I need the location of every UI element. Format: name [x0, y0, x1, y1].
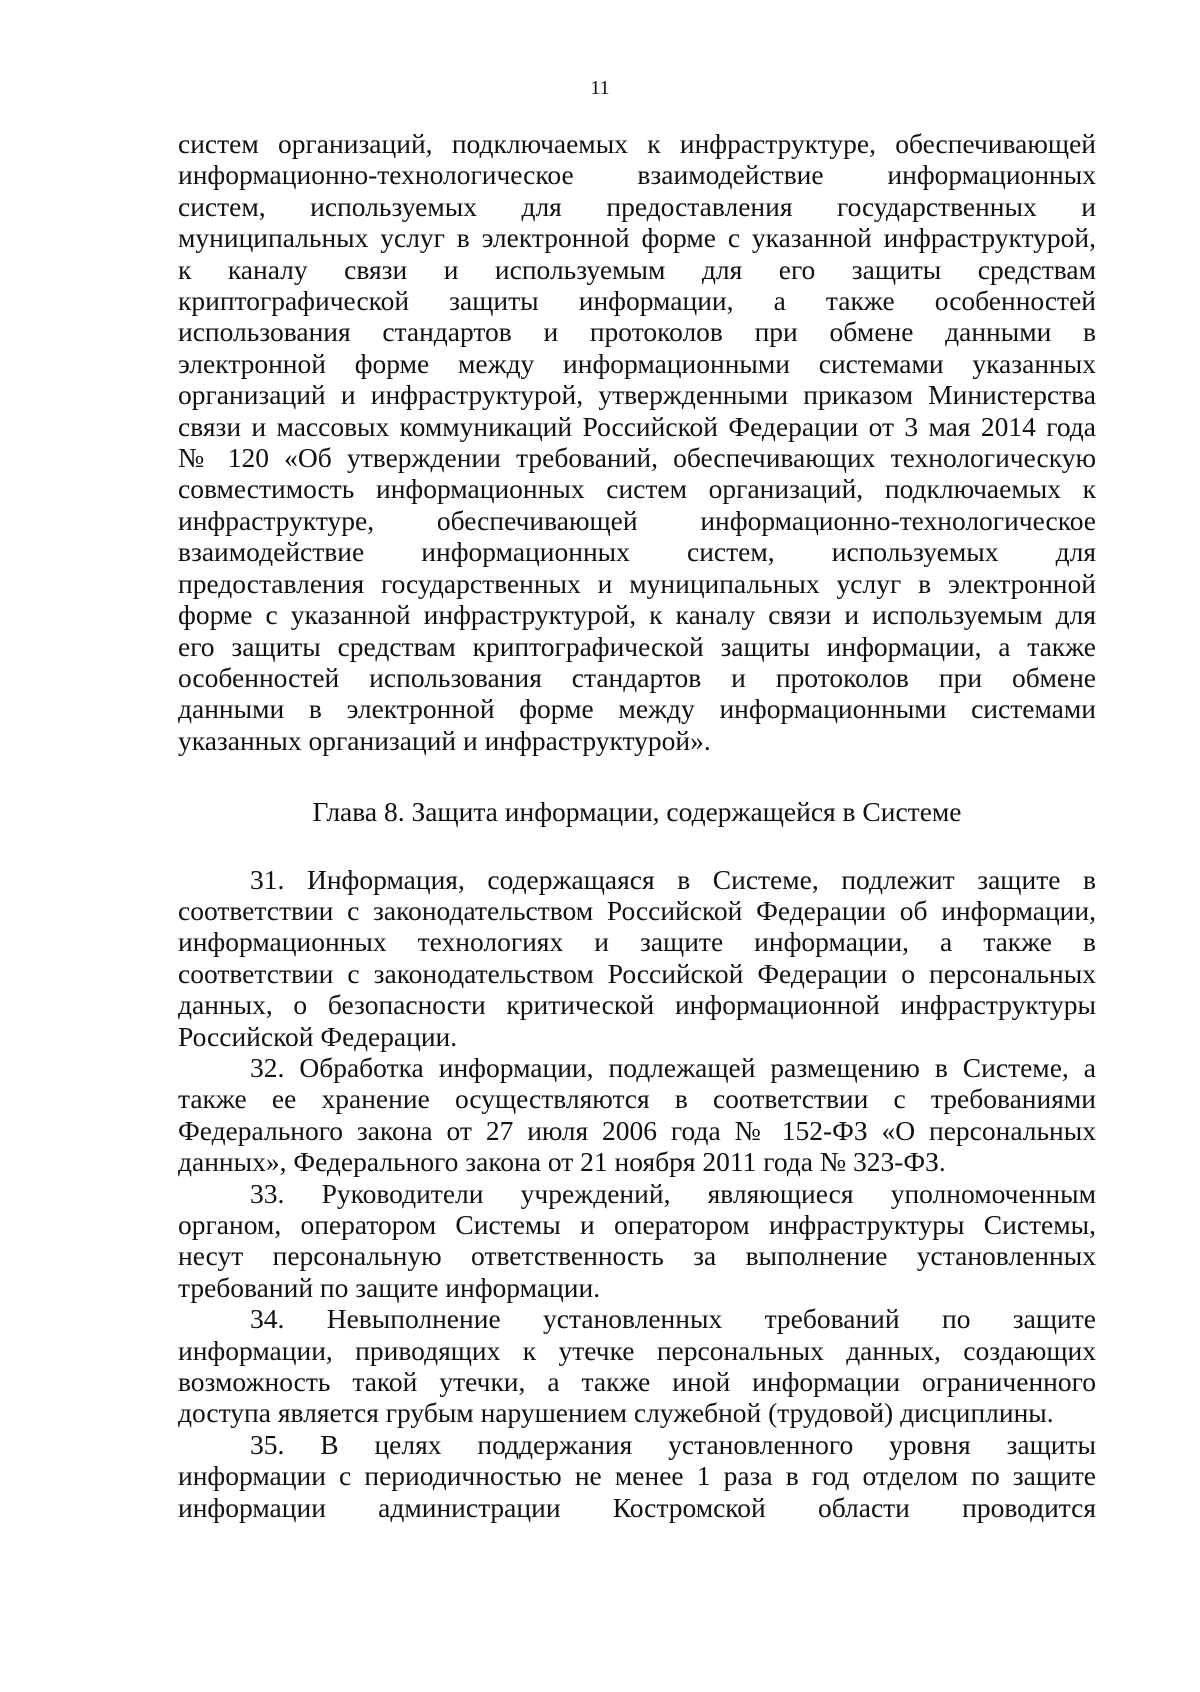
text-line: форме с указанной инфраструктурой, к каналу связи и используемым для — [178, 599, 1096, 631]
text-line: информации с периодичностью не менее 1 раза в год отделом по защите — [178, 1460, 1096, 1492]
text-line: данными в электронной форме между информационными системами — [178, 693, 1096, 725]
text-line: 35. В целях поддержания установленного уровня защиты — [250, 1428, 1096, 1460]
text-line: информационных технологиях и защите информации, а также в — [178, 926, 1096, 958]
text-line: использования стандартов и протоколов при обмене данными в — [178, 316, 1096, 348]
item-34 — [178, 1303, 1096, 1429]
text-line: инфраструктуре, обеспечивающей информационно-технологическое — [178, 504, 1096, 536]
text-line: информации администрации Костромской области проводится — [178, 1491, 1096, 1523]
paragraph-intro — [178, 128, 1096, 756]
text-line: к каналу связи и используемым для его защиты средствам — [178, 253, 1096, 285]
text-line: 32. Обработка информации, подлежащей размещению в Системе, а — [250, 1051, 1096, 1083]
text-line: органом, оператором Системы и оператором инфраструктуры Системы, — [178, 1209, 1096, 1240]
text-line: его защиты средствам криптографической защиты информации, а также — [178, 630, 1096, 662]
text-line: электронной форме между информационными системами указанных — [178, 347, 1096, 379]
text-line: систем организаций, подключаемых к инфраструктуре, обеспечивающей — [178, 128, 1096, 159]
text-line: совместимость информационных систем организаций, подключаемых к — [178, 473, 1096, 505]
text-line: несут персональную ответственность за выполнение установленных — [178, 1240, 1096, 1272]
text-line: также ее хранение осуществляются в соответствии с требованиями — [178, 1083, 1096, 1115]
item-31 — [178, 864, 1096, 1052]
page-number: 11 — [590, 77, 610, 99]
text-line: информационно-технологическое взаимодействие информационных — [178, 159, 1096, 191]
text-line: № 120 «Об утверждении требований, обеспечивающих технологическую — [178, 442, 1096, 474]
text-line: организаций и инфраструктурой, утвержденными приказом Министерства — [178, 379, 1096, 411]
text-line: соответствии с законодательством Российской Федерации об информации, — [178, 894, 1096, 926]
text-line: требований по защите информации. — [178, 1271, 601, 1303]
text-line: особенностей использования стандартов и протоколов при обмене — [178, 661, 1096, 693]
text-line: 34. Невыполнение установленных требований по защите — [250, 1303, 1096, 1335]
text-line: систем, используемых для предоставления государственных и — [178, 190, 1096, 222]
text-line: данных», Федерального закона от 21 ноября 2011 года № 323-ФЗ. — [178, 1146, 946, 1178]
text-line: указанных организаций и инфраструктурой». — [178, 724, 711, 756]
text-line: Федерального закона от 27 июля 2006 года № 152-ФЗ «О персональных — [178, 1114, 1096, 1146]
text-line: данных, о безопасности критической информационной инфраструктуры — [178, 989, 1096, 1021]
item-32 — [178, 1052, 1096, 1178]
text-line: доступа является грубым нарушением служебной (трудовой) дисциплины. — [178, 1397, 1054, 1429]
item-35 — [178, 1429, 1096, 1523]
text-line: информации, приводящих к утечке персональных данных, создающих — [178, 1334, 1096, 1366]
text-line: возможность такой утечки, а также иной информации ограниченного — [178, 1366, 1096, 1398]
text-line: взаимодействие информационных систем, используемых для — [178, 536, 1096, 568]
text-line: муниципальных услуг в электронной форме с указанной инфраструктурой, — [178, 222, 1096, 254]
item-33 — [178, 1178, 1096, 1304]
text-line: соответствии с законодательством Российской Федерации о персональных — [178, 957, 1096, 989]
text-line: предоставления государственных и муниципальных услуг в электронной — [178, 567, 1096, 599]
text-line: 31. Информация, содержащаяся в Системе, подлежит защите в — [250, 863, 1096, 895]
text-line: 33. Руководители учреждений, являющиеся уполномоченным — [250, 1177, 1096, 1209]
text-line: Российской Федерации. — [178, 1020, 458, 1052]
text-line: связи и массовых коммуникаций Российской Федерации от 3 мая 2014 года — [178, 410, 1096, 442]
chapter-heading: Глава 8. Защита информации, содержащейся в Системе — [312, 796, 962, 828]
document-body — [178, 128, 1096, 1523]
text-line: криптографической защиты информации, а также особенностей — [178, 285, 1096, 317]
